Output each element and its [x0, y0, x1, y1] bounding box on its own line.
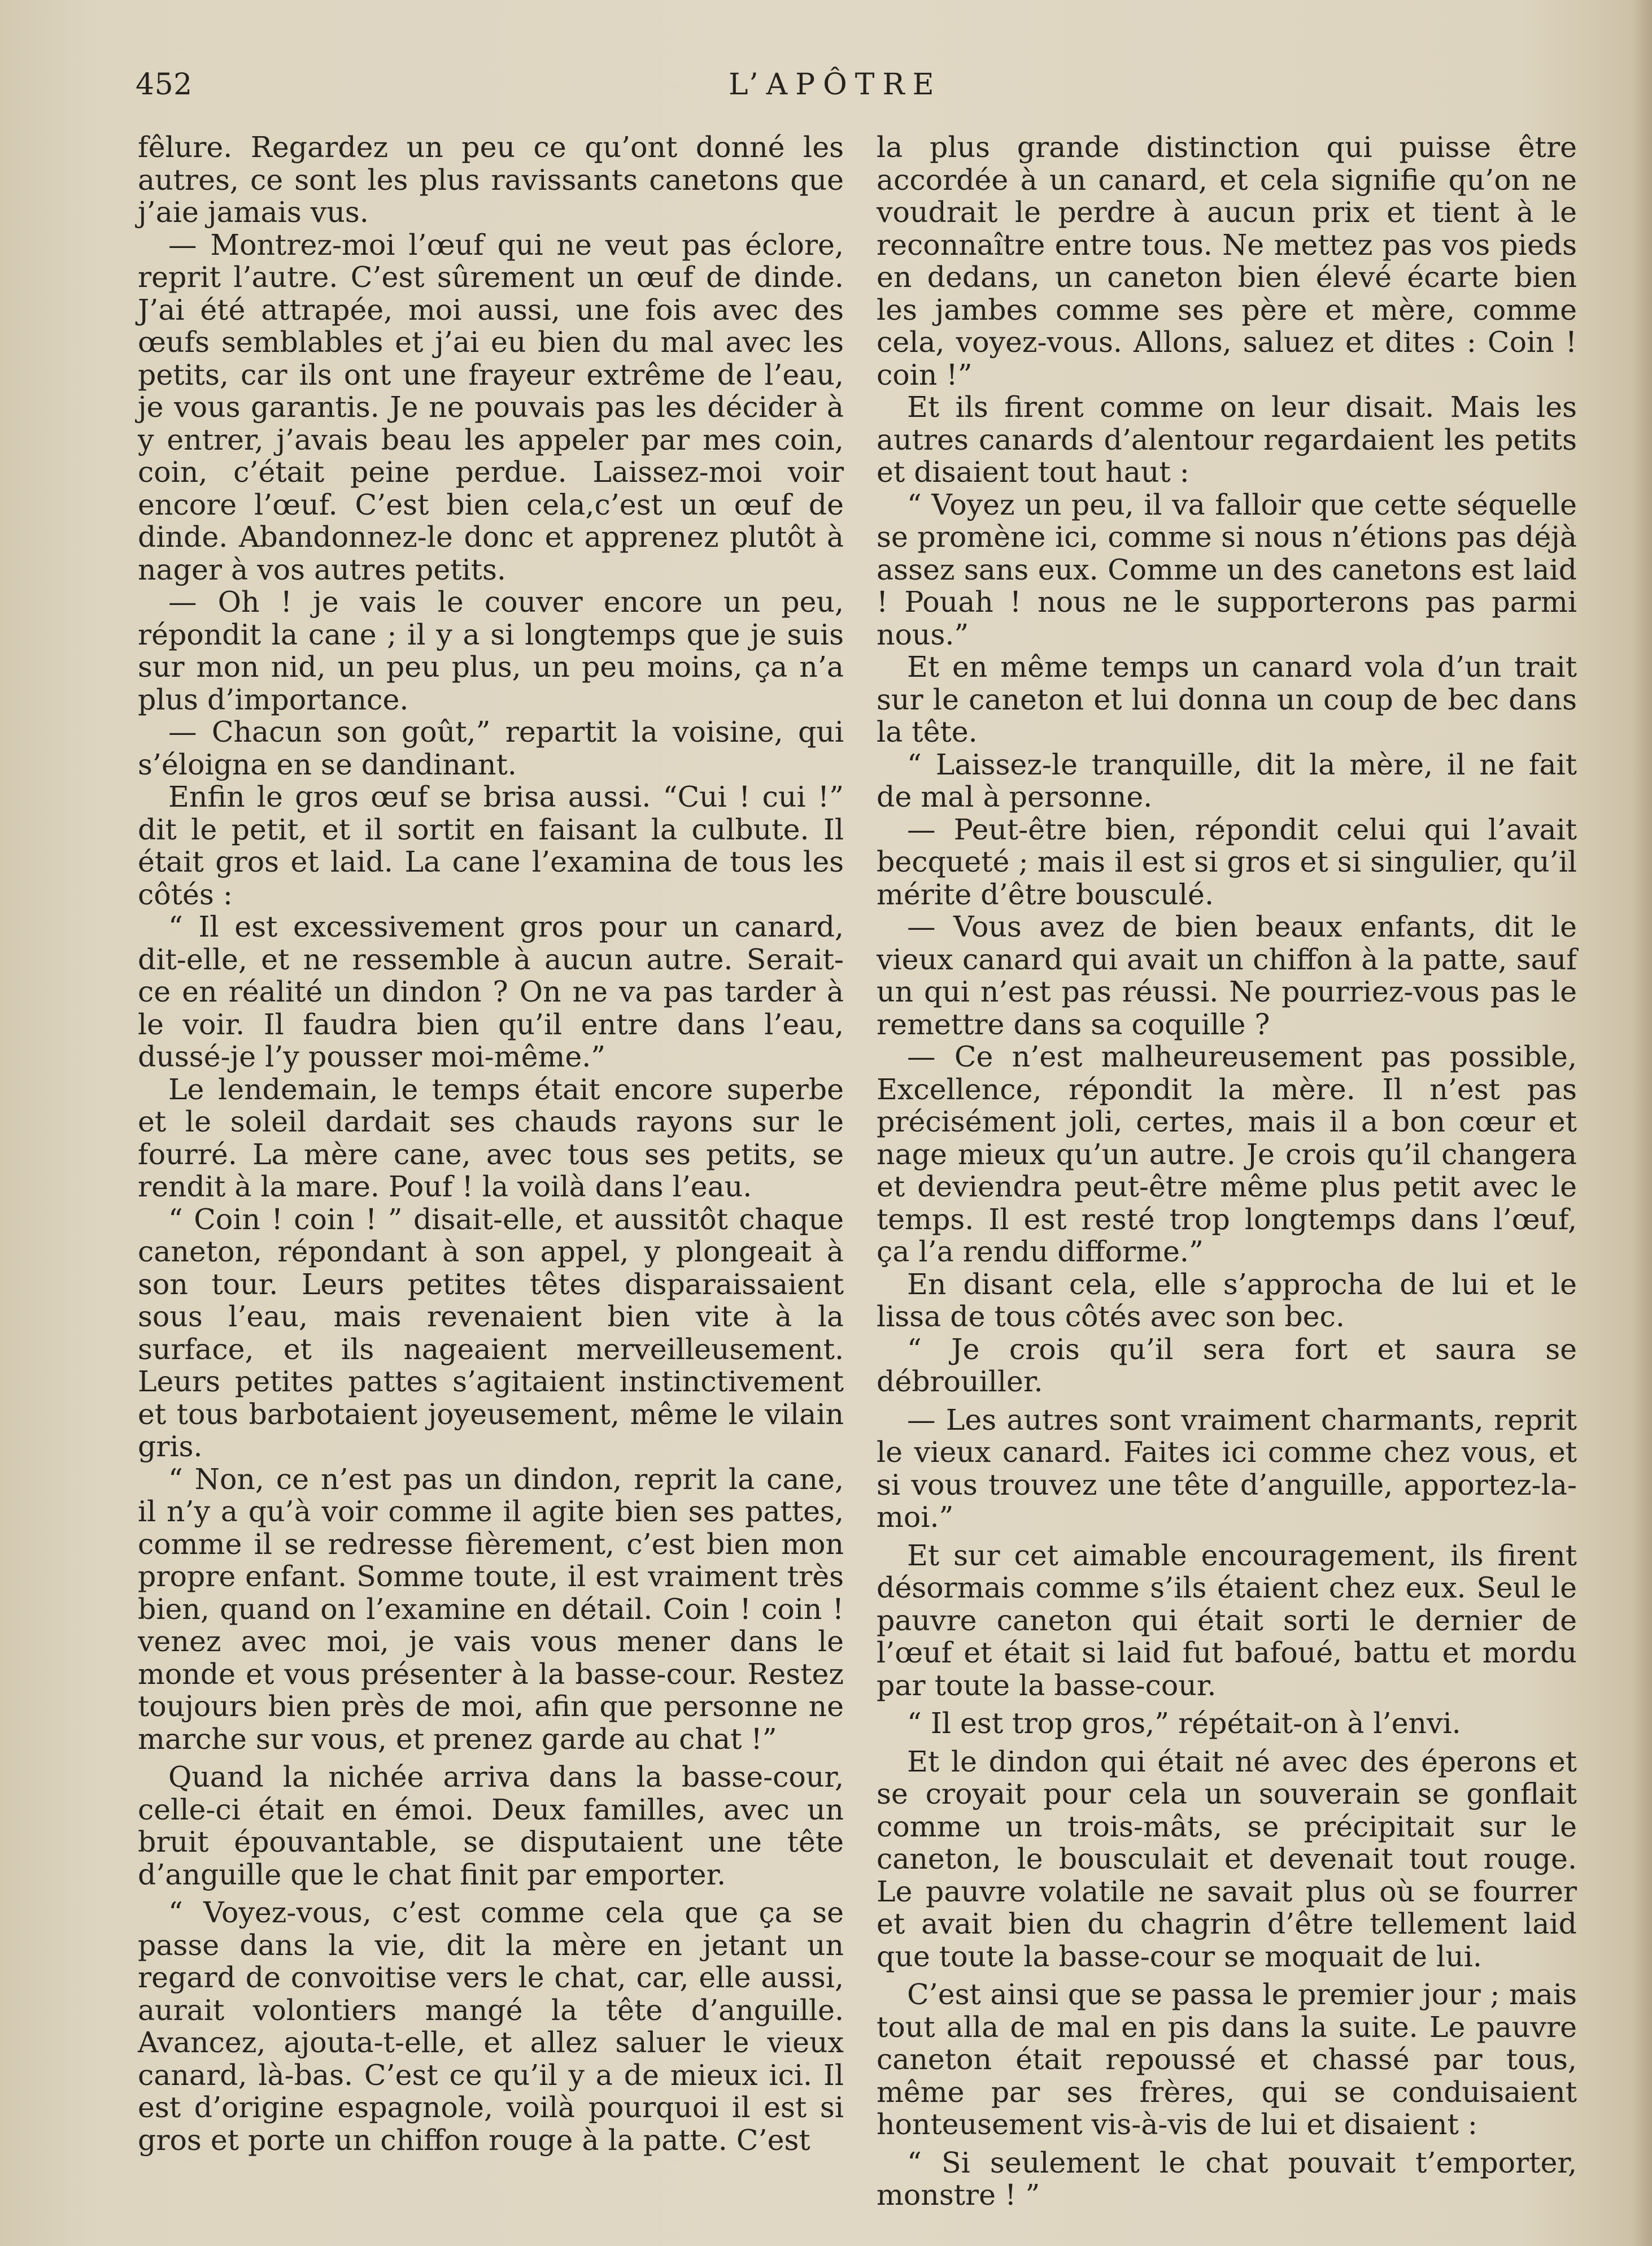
paragraph: — Chacun son goût,” repartit la voisine, qui s’éloigna en se dandinant. [138, 715, 844, 781]
page-number: 452 [136, 68, 193, 102]
paragraph: Enfin le gros œuf se brisa aussi. “Cui ! cui !” dit le petit, et il sortit en faisant la culbute. Il était gros et laid. La cane l’examina de tous les côtés : [138, 780, 844, 911]
paragraph: Le lendemain, le temps était encore superbe et le soleil dardait ses chauds rayons sur le fourré. La mère cane, avec tous ses petits, se rendit à la mare. Pouf ! la voilà dans l’eau. [138, 1072, 844, 1203]
paragraph: “ Voyez un peu, il va falloir que cette séquelle se promène ici, comme si nous n’étions pas déjà assez sans eux. Comme un des canetons est laid ! Pouah ! nous ne le supporterons pas parmi nous.” [877, 487, 1577, 651]
paragraph: — Les autres sont vraiment charmants, reprit le vieux canard. Faites ici comme chez vous, et si vous trouvez une tête d’anguille, apportez-la-moi.” [877, 1403, 1577, 1534]
paragraph: “ Je crois qu’il sera fort et saura se débrouiller. [877, 1332, 1577, 1398]
running-title: L’APÔTRE [729, 68, 942, 102]
left-column [138, 131, 844, 2156]
paragraph: “ Il est trop gros,” répétait-on à l’envi. [907, 1707, 1461, 1740]
paragraph: la plus grande distinction qui puisse être accordée à un canard, et cela signifie qu’on ne voudrait le perdre à aucun prix et tient à le reconnaître entre tous. Ne mettez pas vos pieds en dedans, un caneton bien élevé écarte bien les jambes comme ses père et mère, comme cela, voyez-vous. Allons, saluez et dites : Coin ! coin !” [877, 130, 1577, 391]
paragraph: “ Il est excessivement gros pour un canard, dit-elle, et ne ressemble à aucun autre. Serait-ce en réalité un dindon ? On ne va pas tarder à le voir. Il faudra bien qu’il entre dans l’eau, dussé-je l’y pousser moi-même.” [138, 910, 844, 1073]
paragraph: Et ils firent comme on leur disait. Mais les autres canards d’alentour regardaient les petits et disaient tout haut : [877, 390, 1577, 489]
paragraph: — Peut-être bien, répondit celui qui l’avait becqueté ; mais il est si gros et si singulier, qu’il mérite d’être bousculé. [877, 812, 1577, 911]
paragraph: Et sur cet aimable encouragement, ils firent désormais comme s’ils étaient chez eux. Seul le pauvre caneton qui était sorti le dernier de l’œuf et était si laid fut bafoué, battu et mordu par toute la basse-cour. [877, 1538, 1577, 1702]
paragraph: Et en même temps un canard vola d’un trait sur le caneton et lui donna un coup de bec dans la tête. [877, 650, 1577, 748]
paragraph: — Oh ! je vais le couver encore un peu, répondit la cane ; il y a si longtemps que je suis sur mon nid, un peu plus, un peu moins, ça n’a plus d’importance. [138, 585, 844, 716]
paragraph: C’est ainsi que se passa le premier jour ; mais tout alla de mal en pis dans la suite. Le pauvre caneton était repoussé et chassé par tous, même par ses frères, qui se conduisaient honteusement vis-à-vis de lui et disaient : [877, 1978, 1577, 2141]
right-column [877, 131, 1577, 2212]
paragraph: Et le dindon qui était né avec des éperons et se croyait pour cela un souverain se gonflait comme un trois-mâts, se précipitait sur le caneton, le bousculait et devenait tout rouge. Le pauvre volatile ne savait plus où se fourrer et avait bien du chagrin d’être tellement laid que toute la basse-cour se moquait de lui. [877, 1744, 1577, 1973]
paragraph: Quand la nichée arriva dans la basse-cour, celle-ci était en émoi. Deux familles, avec un bruit épouvantable, se disputaient une tête d’anguille que le chat finit par emporter. [138, 1760, 844, 1891]
page-edge-shadow [1631, 0, 1652, 2246]
paragraph: “ Coin ! coin ! ” disait-elle, et aussitôt chaque caneton, répondant à son appel, y plongeait à son tour. Leurs petites têtes disparaissaient sous l’eau, mais revenaient bien vite à la surface, et ils nageaient merveilleusement. Leurs petites pattes s’agitaient instinctivement et tous barbotaient joyeusement, même le vilain gris. [138, 1202, 844, 1463]
paragraph: “ Laissez-le tranquille, dit la mère, il ne fait de mal à personne. [877, 747, 1577, 813]
paragraph: “ Si seulement le chat pouvait t’emporter, monstre ! ” [877, 2145, 1577, 2212]
paragraph: fêlure. Regardez un peu ce qu’ont donné les autres, ce sont les plus ravissants canetons que j’aie jamais vus. [138, 130, 844, 229]
paragraph: “ Voyez-vous, c’est comme cela que ça se passe dans la vie, dit la mère en jetant un regard de convoitise vers le chat, car, elle aussi, aurait volontiers mangé la tête d’anguille. Avancez, ajouta-t-elle, et allez saluer le vieux canard, là-bas. C’est ce qu’il y a de mieux ici. Il est d’origine espagnole, voilà pourquoi il est si gros et porte un chiffon rouge à la patte. C’est [138, 1896, 844, 2157]
running-header [136, 68, 983, 113]
paragraph: — Ce n’est malheureusement pas possible, Excellence, répondit la mère. Il n’est pas précisément joli, certes, mais il a bon cœur et nage mieux qu’un autre. Je crois qu’il changera et deviendra peut-être même plus petit avec le temps. Il est resté trop longtemps dans l’œuf, ça l’a rendu difforme.” [877, 1040, 1577, 1268]
paragraph: — Montrez-moi l’œuf qui ne veut pas éclore, reprit l’autre. C’est sûrement un œuf de dinde. J’ai été attrapée, moi aussi, une fois avec des œufs semblables et j’ai eu bien du mal avec les petits, car ils ont une frayeur extrême de l’eau, je vous garantis. Je ne pouvais pas les décider à y entrer, j’avais beau les appeler par mes coin, coin, c’était peine perdue. Laissez-moi voir encore l’œuf. C’est bien cela,c’est un œuf de dinde. Abandonnez-le donc et apprenez plutôt à nager à vos autres petits. [138, 228, 844, 586]
paragraph: “ Non, ce n’est pas un dindon, reprit la cane, il n’y a qu’à voir comme il agite bien ses pattes, comme il se redresse fièrement, c’est bien mon propre enfant. Somme toute, il est vraiment très bien, quand on l’examine en détail. Coin ! coin ! venez avec moi, je vais vous mener dans le monde et vous présenter à la basse-cour. Restez toujours bien près de moi, afin que personne ne marche sur vous, et prenez garde au chat !” [138, 1462, 844, 1756]
paragraph: En disant cela, elle s’approcha de lui et le lissa de tous côtés avec son bec. [877, 1267, 1577, 1333]
paragraph: — Vous avez de bien beaux enfants, dit le vieux canard qui avait un chiffon à la patte, sauf un qui n’est pas réussi. Ne pourriez-vous pas le remettre dans sa coquille ? [877, 910, 1577, 1041]
